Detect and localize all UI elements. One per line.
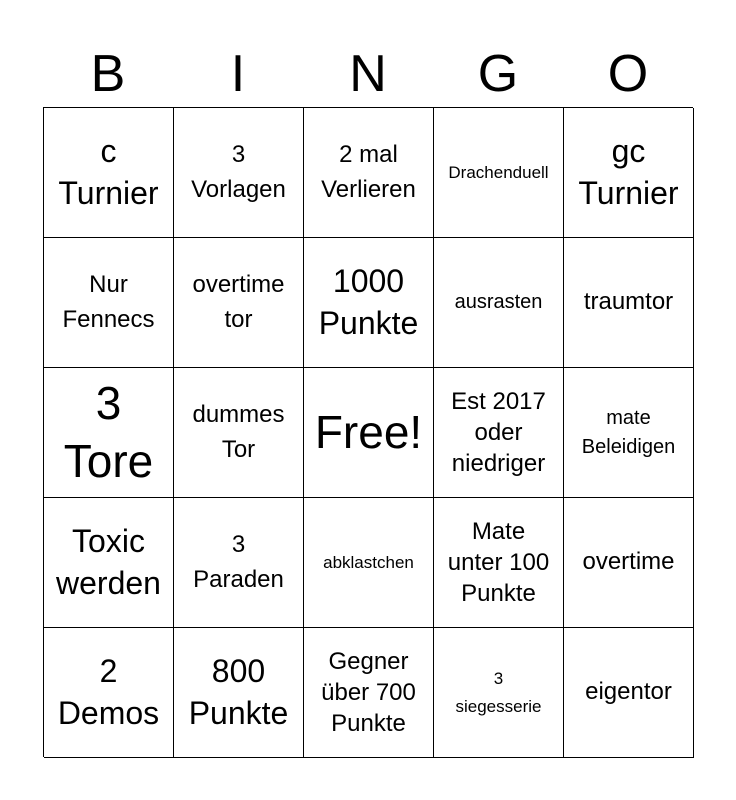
bingo-cell-r5c5[interactable] [564, 628, 694, 758]
bingo-cell-text: Drachenduell [448, 162, 549, 182]
bingo-cell-text: 1000 Punkte [318, 262, 419, 341]
bingo-header [43, 40, 693, 108]
bingo-cell-text: 3 Tore [63, 377, 154, 487]
bingo-cell-r2c1[interactable] [44, 238, 174, 368]
bingo-cell-r3c2[interactable] [174, 368, 304, 498]
header-letter-i: I [230, 45, 246, 103]
bingo-cell-r5c1[interactable] [44, 628, 174, 758]
bingo-cell-r1c4[interactable] [434, 108, 564, 238]
bingo-cell-r1c5[interactable] [564, 108, 694, 238]
bingo-cell-text: Gegner über 700 Punkte [321, 647, 416, 738]
bingo-cell-text: 2 Demos [57, 652, 160, 731]
header-letter-b: B [90, 45, 126, 103]
bingo-cell-r2c3[interactable] [304, 238, 434, 368]
bingo-cell-text: Toxic werden [56, 522, 161, 601]
bingo-cell-r3c1[interactable] [44, 368, 174, 498]
bingo-cell-text: dummes Tor [192, 400, 285, 463]
bingo-cell-text: Mate unter 100 Punkte [447, 517, 550, 608]
bingo-cell-text: mate Beleidigen [581, 406, 676, 458]
bingo-cell-text: ausrasten [454, 291, 543, 313]
bingo-cell-r4c1[interactable] [44, 498, 174, 628]
header-letter-n: N [349, 45, 387, 103]
header-letter-g: G [477, 45, 519, 103]
bingo-cell-text: overtime [582, 548, 675, 576]
bingo-cell-r2c4[interactable] [434, 238, 564, 368]
bingo-cell-text: 3 siegesserie [455, 669, 542, 716]
bingo-cell-text: overtime tor [192, 270, 285, 333]
bingo-cell-r2c5[interactable] [564, 238, 694, 368]
bingo-cell-text: traumtor [583, 288, 674, 316]
bingo-cell-text: 2 mal Verlieren [321, 140, 416, 203]
bingo-cell-text: 800 Punkte [188, 652, 289, 731]
bingo-cell-r4c5[interactable] [564, 498, 694, 628]
bingo-cell-r1c3[interactable] [304, 108, 434, 238]
bingo-cell-r5c4[interactable] [434, 628, 564, 758]
bingo-board [43, 107, 693, 757]
bingo-cell-r3c5[interactable] [564, 368, 694, 498]
bingo-cell-r5c3[interactable] [304, 628, 434, 758]
bingo-cell-r3c4[interactable] [434, 368, 564, 498]
bingo-cell-text: abklastchen [323, 552, 414, 572]
bingo-cell-r2c2[interactable] [174, 238, 304, 368]
bingo-cell-r4c3[interactable] [304, 498, 434, 628]
bingo-cell-r3c3-free[interactable] [304, 368, 434, 498]
bingo-cell-text: gc Turnier [578, 132, 679, 211]
bingo-cell-r1c1[interactable] [44, 108, 174, 238]
bingo-cell-text: 3 Paraden [193, 530, 284, 593]
bingo-cell-r4c4[interactable] [434, 498, 564, 628]
bingo-cell-text: c Turnier [58, 132, 159, 211]
bingo-cell-r1c2[interactable] [174, 108, 304, 238]
bingo-cell-r5c2[interactable] [174, 628, 304, 758]
free-space-text: Free! [314, 405, 423, 458]
bingo-cell-text: 3 Vorlagen [191, 140, 286, 203]
bingo-cell-text: eigentor [585, 678, 672, 706]
bingo-cell-text: Nur Fennecs [62, 270, 155, 333]
bingo-cell-text: Est 2017 oder niedriger [451, 387, 546, 478]
header-letter-o: O [607, 45, 649, 103]
bingo-cell-r4c2[interactable] [174, 498, 304, 628]
